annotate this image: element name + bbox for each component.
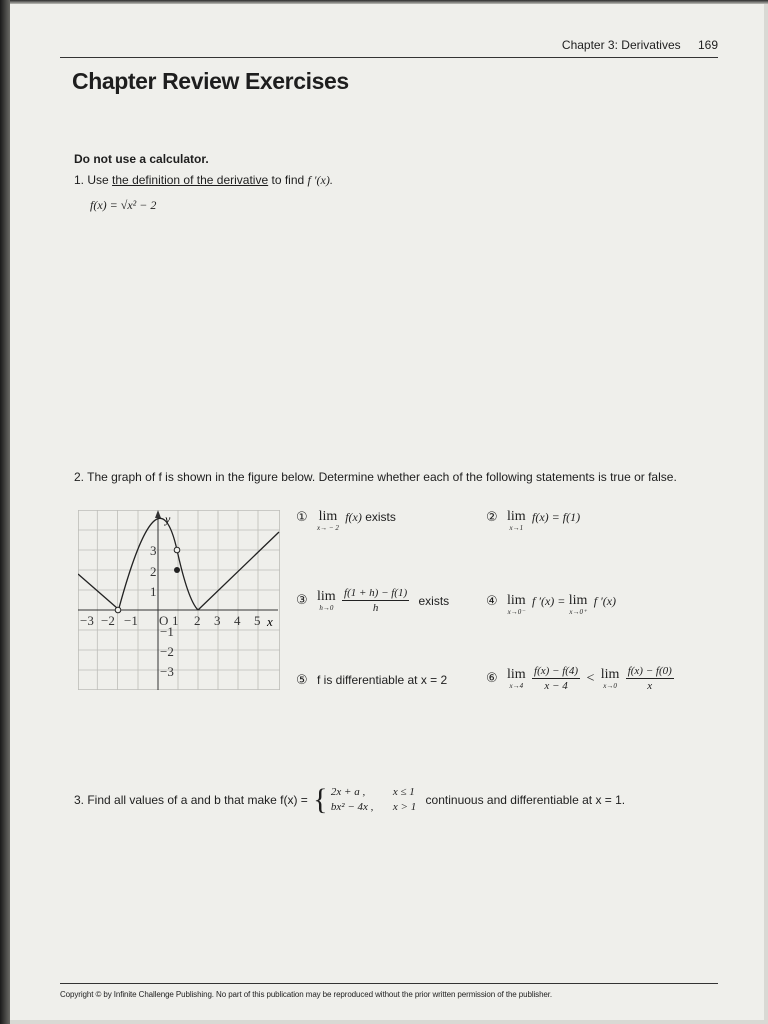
open-point	[174, 547, 180, 553]
statement-number: ⑤	[296, 673, 308, 688]
x-tick-label: −1	[124, 613, 138, 628]
statement-6	[486, 664, 674, 693]
lim-subscript: x→0⁺	[569, 608, 587, 616]
statement-number: ⑥	[486, 671, 498, 686]
statement-expression: f(x)	[345, 510, 362, 524]
q3-post: continuous and differentiable at x = 1.	[425, 793, 626, 807]
y-tick-label: −1	[160, 624, 174, 639]
question-3	[74, 785, 625, 815]
case1-expression: 2x + a ,	[330, 786, 366, 798]
statement-expression: f ′(x)	[593, 594, 617, 608]
lim-symbol: lim	[318, 509, 338, 524]
piecewise-brace: {	[313, 783, 328, 816]
x-tick-label: 1	[172, 613, 179, 628]
curve-segment-right	[198, 532, 279, 610]
curve-dip	[177, 550, 198, 610]
statement-1	[296, 510, 396, 532]
q1-function: f(x) = √x² − 2	[90, 198, 157, 212]
lim-symbol: lim	[568, 593, 588, 608]
x-tick-label: −3	[80, 613, 94, 628]
statement-2	[486, 510, 580, 532]
y-axis-label: y	[165, 512, 171, 526]
closed-point	[174, 567, 180, 573]
copyright-notice: Copyright © by Infinite Challenge Publishing. No part of this publication may be reproduced without the prior written permission of the publisher.	[60, 990, 553, 999]
y-tick-label: 1	[150, 584, 157, 599]
statement-number: ④	[486, 594, 498, 609]
x-tick-label: O	[159, 613, 169, 628]
lim-subscript: h→0	[319, 603, 334, 612]
x-tick-label: 3	[214, 613, 221, 628]
function-curve	[78, 518, 279, 610]
lim-symbol: lim	[317, 588, 336, 604]
statement-3	[296, 586, 449, 615]
statement-5	[296, 673, 447, 688]
statement-number: ②	[486, 510, 498, 525]
footer-rule	[60, 983, 718, 984]
y-tick-labels	[150, 543, 174, 679]
lim-subscript: x→0	[603, 681, 617, 690]
x-tick-label: 5	[254, 613, 261, 628]
q1-target: f ′(x).	[307, 173, 333, 187]
statement-number: ③	[296, 593, 308, 608]
q1-post: to find	[271, 173, 305, 187]
curve-arch	[119, 518, 177, 608]
lim-symbol: lim	[507, 593, 526, 608]
open-point	[115, 607, 121, 613]
lim-subscript: x→0⁻	[507, 608, 525, 616]
fraction-numerator: f(1 + h) − f(1)	[344, 587, 408, 599]
lim-symbol: lim	[507, 509, 526, 524]
relation-symbol: <	[586, 670, 595, 686]
y-tick-label: −3	[160, 664, 174, 679]
statement-tail: exists	[365, 510, 396, 524]
q1-pre: Use	[87, 173, 109, 187]
question-2-text: 2. The graph of f is shown in the figure below. Determine whether each of the following statements is true or false.	[74, 470, 677, 484]
case1-condition: x ≤ 1	[392, 786, 415, 798]
chapter-label: Chapter 3: Derivatives	[561, 38, 681, 52]
instruction: Do not use a calculator.	[74, 152, 209, 166]
q1-number: 1.	[74, 173, 85, 187]
y-tick-label: 2	[150, 564, 157, 579]
case2-expression: bx² − 4x ,	[330, 801, 374, 813]
statement-tail: exists	[418, 593, 450, 608]
lim-subscript: x→1	[509, 524, 524, 532]
x-tick-label: 4	[234, 613, 241, 628]
y-tick-label: −2	[160, 644, 174, 659]
x-tick-label: −2	[101, 613, 115, 628]
running-header	[60, 38, 718, 52]
lim-symbol: lim	[600, 666, 620, 682]
page-title: Chapter Review Exercises	[72, 68, 349, 94]
header-rule	[60, 57, 718, 58]
statement-text: f is differentiable at x = 2	[317, 673, 448, 687]
fraction-denominator: h	[372, 602, 379, 614]
function-graph	[78, 510, 280, 690]
y-axis-arrow	[155, 510, 161, 518]
lim-subscript: x→ − 2	[317, 524, 339, 532]
statement-expression: f ′(x) =	[532, 594, 566, 608]
statement-4	[486, 594, 616, 616]
lim-subscript: x→4	[509, 681, 524, 690]
y-tick-label: 3	[150, 543, 157, 558]
x-axis-label: x	[267, 614, 273, 629]
fraction-numerator: f(x) − f(4)	[534, 665, 579, 677]
lim-symbol: lim	[507, 666, 526, 682]
book-spine-shadow	[0, 0, 10, 1024]
fraction-denominator: x	[647, 680, 653, 692]
x-tick-label: 2	[194, 613, 201, 628]
question-1	[74, 173, 333, 188]
q1-definition-link[interactable]: the definition of the derivative	[112, 173, 269, 187]
q3-pre: 3. Find all values of a and b that make f(x) =	[74, 793, 308, 807]
case2-condition: x > 1	[392, 801, 417, 813]
statement-expression: f(x) = f(1)	[532, 510, 581, 524]
fraction-denominator: x − 4	[544, 680, 568, 692]
piecewise-cases	[331, 785, 416, 815]
page-number: 169	[697, 38, 718, 52]
statement-number: ①	[296, 510, 308, 525]
fraction-numerator: f(x) − f(0)	[627, 665, 672, 677]
